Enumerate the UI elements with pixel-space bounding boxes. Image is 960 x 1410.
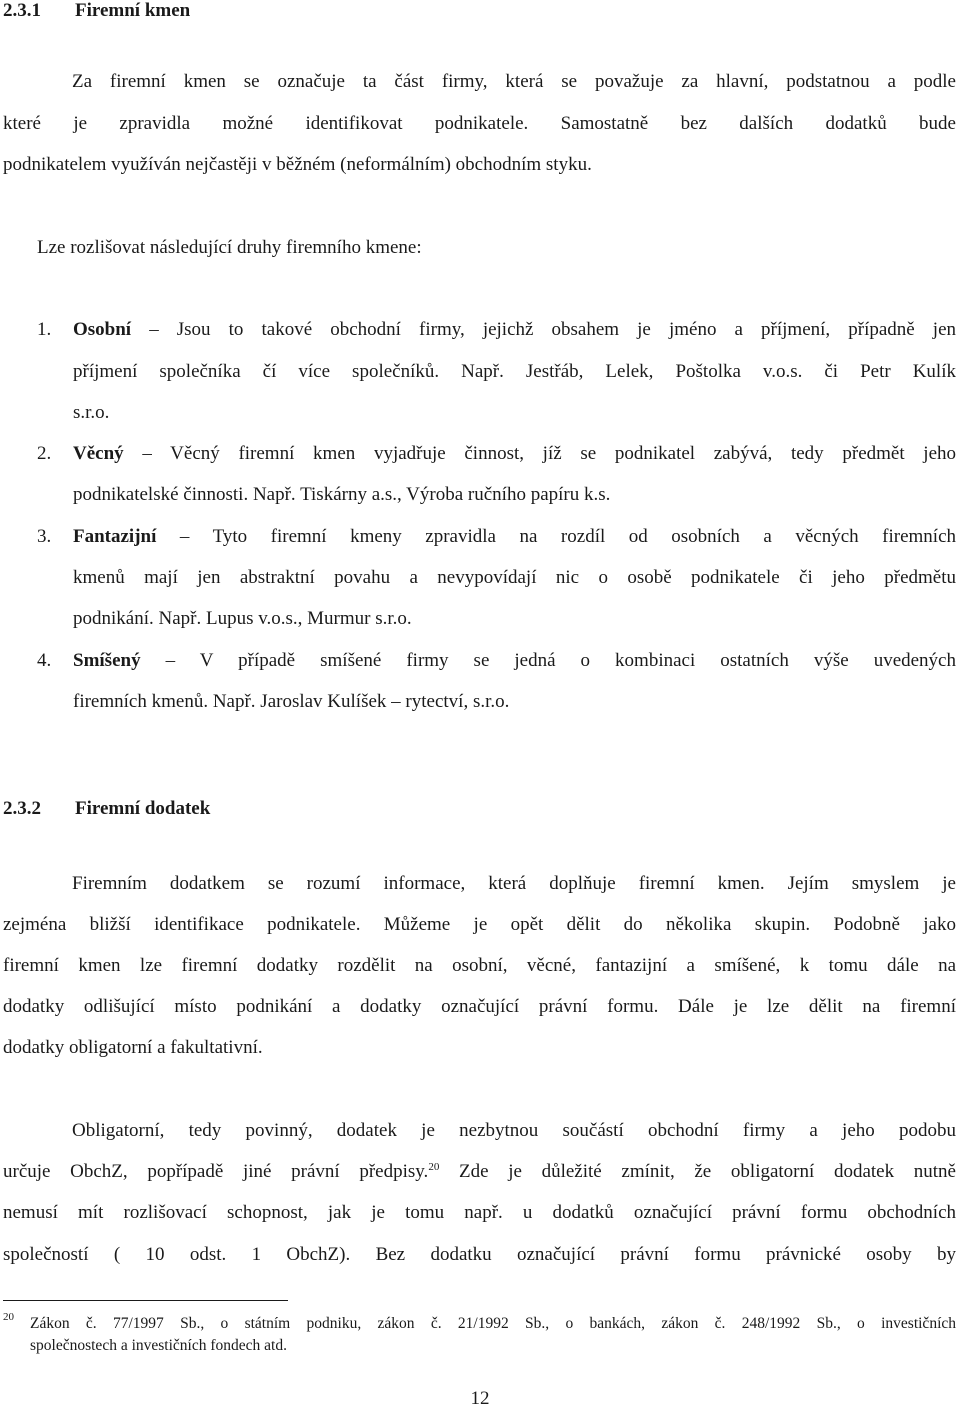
list-item-line: Smíšený – V případě smíšené firmy se jedná o kombinaci ostatních výše uvedených: [73, 650, 956, 671]
list-item-line: příjmení společníka čí více společníků. Např. Jestřáb, Lelek, Poštolka v.o.s. či Petr Kulík: [73, 361, 956, 382]
footnote-separator: [3, 1300, 288, 1301]
footnote-line: společnostech a investičních fondech atd.: [30, 1337, 287, 1354]
list-item-line: kmenů mají jen abstraktní povahu a nevypovídají nic o osobě podnikatele či jeho předmětu: [73, 567, 956, 588]
paragraph-line: firemní kmen lze firemní dodatky rozdělit na osobní, věcné, fantazijní a smíšené, k tomu dále na: [3, 955, 956, 976]
list-item-term: Osobní: [73, 319, 132, 340]
list-item-line: s.r.o.: [73, 402, 110, 423]
paragraph-line: Za firemní kmen se označuje ta část firmy, která se považuje za hlavní, podstatnou a podle: [72, 71, 956, 92]
list-item-line: firemních kmenů. Např. Jaroslav Kulíšek – rytectví, s.r.o.: [73, 691, 510, 712]
list-item-term: Věcný: [73, 443, 124, 464]
section-title: Firemní dodatek: [75, 798, 211, 819]
footnote-mark: 20: [3, 1311, 14, 1323]
paragraph-line: nemusí mít rozlišovací schopnost, jak je tomu např. u dodatků označující právní formu obchodních: [3, 1202, 956, 1223]
paragraph-line: dodatky obligatorní a fakultativní.: [3, 1037, 263, 1058]
list-intro: Lze rozlišovat následující druhy firemního kmene:: [37, 237, 422, 258]
list-item-number: 2.: [37, 443, 52, 464]
page-number: 12: [470, 1388, 490, 1409]
paragraph-line: které je zpravidla možné identifikovat podnikatele. Samostatně bez dalších dodatků bude: [3, 113, 956, 134]
list-item-number: 4.: [37, 650, 52, 671]
list-item-term: Smíšený: [73, 650, 141, 671]
list-item-term: Fantazijní: [73, 526, 157, 547]
paragraph-line: Obligatorní, tedy povinný, dodatek je nezbytnou součástí obchodní firmy a jeho podobu: [72, 1120, 956, 1141]
footnote-line: Zákon č. 77/1997 Sb., o státním podniku, zákon č. 21/1992 Sb., o bankách, zákon č. 248/1992 Sb., o investičních: [30, 1315, 956, 1332]
list-item-number: 3.: [37, 526, 52, 547]
paragraph-line: Firemním dodatkem se rozumí informace, která doplňuje firemní kmen. Jejím smyslem je: [72, 873, 956, 894]
footnote-reference[interactable]: 20: [428, 1161, 440, 1173]
list-item-line: Věcný – Věcný firemní kmen vyjadřuje činnost, jíž se podnikatel zabývá, tedy předmět jeho: [73, 443, 957, 464]
list-item-number: 1.: [37, 319, 52, 340]
list-item-line: podnikatelské činnosti. Např. Tiskárny a.s., Výroba ručního papíru k.s.: [73, 484, 611, 505]
paragraph-line: dodatky odlišující místo podnikání a dodatky označující právní formu. Dále je lze dělit na firemní: [3, 996, 956, 1017]
section-heading-firemni-kmen: [3, 0, 190, 22]
paragraph-line: zejména bližší identifikace podnikatele. Můžeme je opět dělit do několika skupin. Podobně jako: [3, 914, 956, 935]
section-heading-firemni-dodatek: [3, 798, 210, 820]
section-title: Firemní kmen: [75, 0, 191, 21]
list-item-line: Osobní – Jsou to takové obchodní firmy, jejichž obsahem je jméno a příjmení, případně jen: [73, 319, 957, 340]
paragraph-line: podnikatelem využíván nejčastěji v běžném (neformálním) obchodním styku.: [3, 154, 592, 175]
list-item-line: Fantazijní – Tyto firemní kmeny zpravidla na rozdíl od osobních a věcných firemních: [73, 526, 957, 547]
section-number: 2.3.1: [3, 0, 41, 21]
list-item-line: podnikání. Např. Lupus v.o.s., Murmur s.r.o.: [73, 608, 412, 629]
paragraph-line: společností ( 10 odst. 1 ObchZ). Bez dodatku označující právní formu právnické osoby by: [3, 1244, 956, 1265]
section-number: 2.3.2: [3, 798, 41, 819]
paragraph-line: určuje ObchZ, popřípadě jiné právní předpisy.$^{20}$ Zde je důležité zmínit, že obligatorní dodatek nutně: [3, 1161, 956, 1182]
